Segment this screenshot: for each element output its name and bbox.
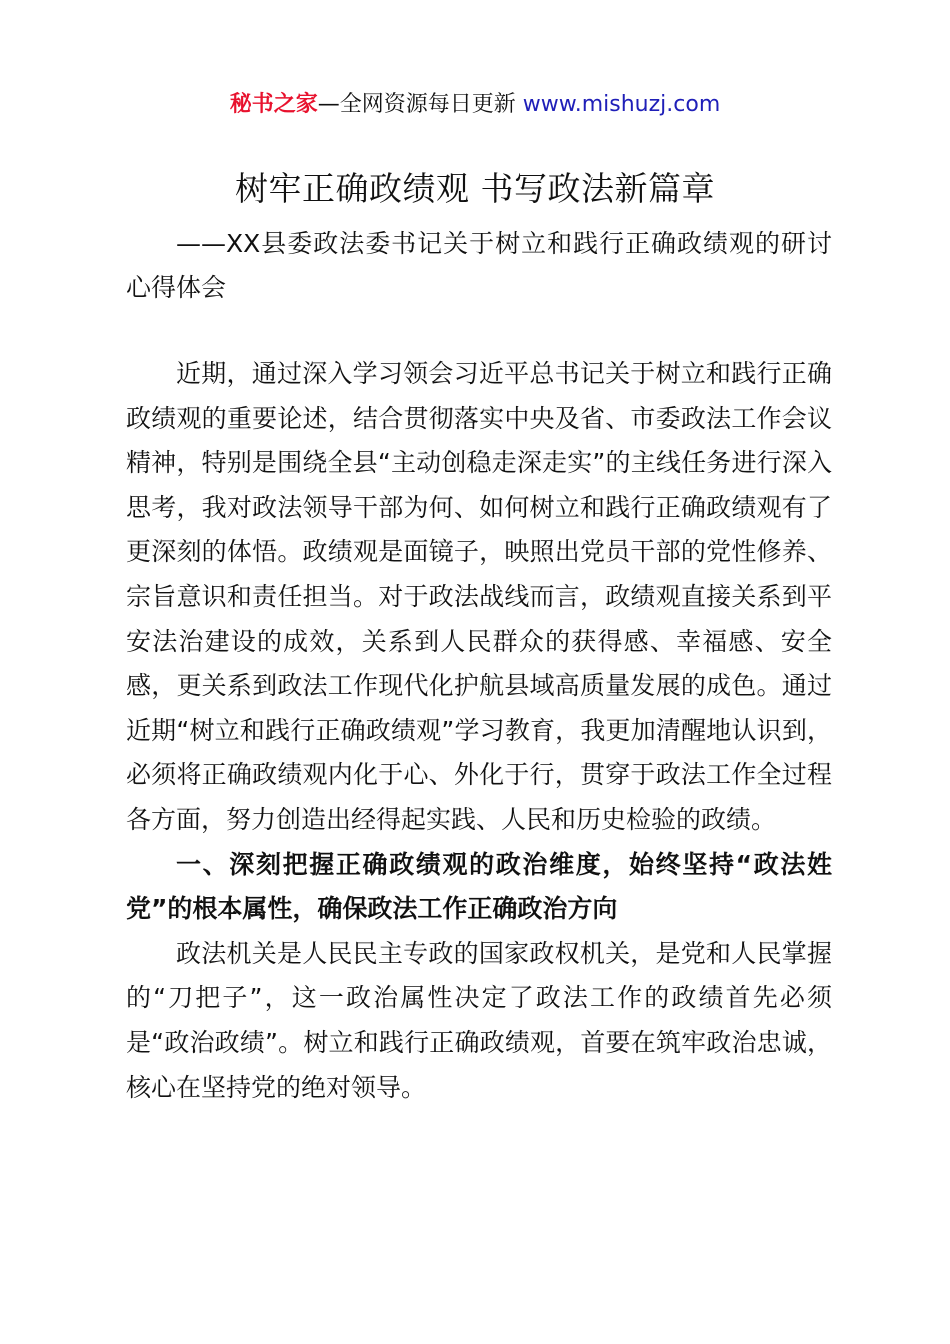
brand-name: 秘书之家 [229, 92, 318, 117]
document-title: 树牢正确政绩观 书写政法新篇章 [235, 169, 715, 208]
document-subtitle: ——XX县委政法委书记关于树立和践行正确政绩观的研讨心得体会 [126, 229, 832, 302]
document-body [126, 352, 832, 1110]
section-1-paragraph: 政法机关是人民民主专政的国家政权机关，是党和人民掌握的“刀把子”，这一政治属性决定了政法工作的政绩首先必须是“政治政绩”。树立和践行正确政绩观，首要在筑牢政治忠诚，核心在坚持党的绝对领导。 [126, 938, 832, 1102]
site-url[interactable]: www.mishuzj.com [522, 92, 721, 117]
intro-paragraph: 近期，通过深入学习领会习近平总书记关于树立和践行正确政绩观的重要论述，结合贯彻落实中央及省、市委政法工作会议精神，特别是围绕全县“主动创稳走深走实”的主线任务进行深入思考，我对政法领导干部为何、如何树立和践行正确政绩观有了更深刻的体悟。政绩观是面镜子，映照出党员干部的党性修养、宗旨意识和责任担当。对于政法战线而言，政绩观直接关系到平安法治建设的成效，关系到人民群众的获得感、幸福感、安全感，更关系到政法工作现代化护航县域高质量发展的成色。通过近期“树立和践行正确政绩观”学习教育，我更加清醒地认识到，必须将正确政绩观内化于心、外化于行，贯穿于政法工作全过程各方面，努力创造出经得起实践、人民和历史检验的政绩。 [126, 359, 832, 834]
site-header [0, 88, 950, 122]
section-heading-1: 一、深刻把握正确政绩观的政治维度，始终坚持“政法姓党”的根本属性，确保政法工作正确政治方向 [126, 849, 832, 924]
header-tagline: —全网资源每日更新 [317, 92, 516, 117]
